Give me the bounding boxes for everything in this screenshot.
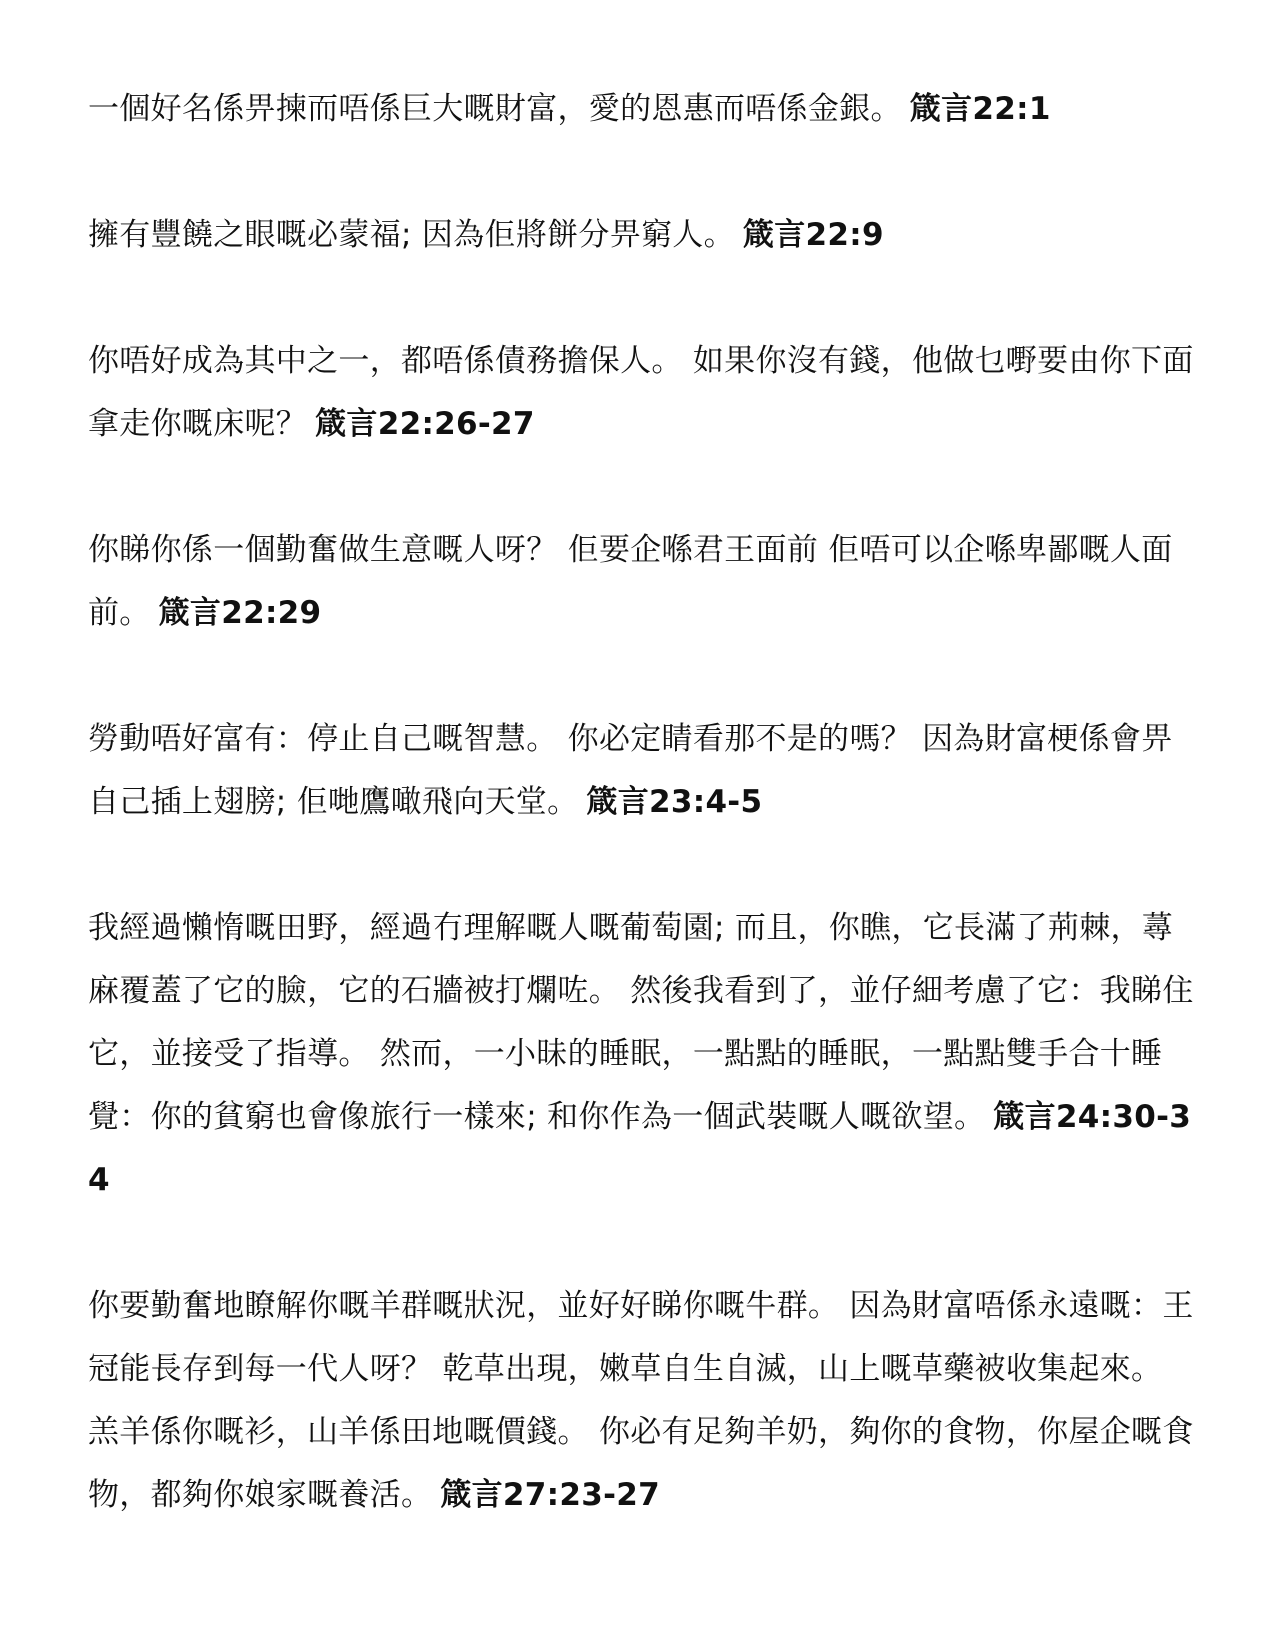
verse-text: 我經過懶惰嘅田野，經過冇理解嘅人嘅葡萄園; 而且，你瞧，它長滿了荊棘，蕁麻覆蓋了它的臉，它的石牆被打爛咗。 然後我看到了，並仔細考慮了它：我睇住它，並接受了指導。 然而，一小昧的睡眠，一點點的睡眠，一點點雙手合十睡覺：你的貧窮也會像旅行一樣來; 和你作為一個武裝嘅人嘅欲望。 xyxy=(88,910,1194,1135)
verse-reference: 箴言23:4-5 xyxy=(586,784,763,820)
verse-reference: 箴言22:26-27 xyxy=(315,406,535,442)
verse-text: 你要勤奮地瞭解你嘅羊群嘅狀況，並好好睇你嘅牛群。 因為財富唔係永遠嘅：王冠能長存到每一代人呀？ 乾草出現，嫩草自生自滅，山上嘅草藥被收集起來。 羔羊係你嘅衫，山羊係田地嘅價錢。 你必有足夠羊奶，夠你的食物，你屋企嘅食物，都夠你娘家嘅養活。 xyxy=(88,1288,1194,1513)
verse-text: 勞動唔好富有：停止自己嘅智慧。 你必定睛看那不是的嗎？ 因為財富梗係會畀自己插上翅膀; 佢哋鷹噉飛向天堂。 xyxy=(88,721,1173,820)
verse-text: 擁有豐饒之眼嘅必蒙福; 因為佢將餅分畀窮人。 xyxy=(88,217,735,253)
document-page xyxy=(88,78,1198,1527)
verse-reference: 箴言22:29 xyxy=(158,595,322,631)
verse-paragraph xyxy=(88,1275,1198,1527)
verse-paragraph xyxy=(88,519,1198,645)
verse-text: 一個好名係畀揀而唔係巨大嘅財富，愛的恩惠而唔係金銀。 xyxy=(88,91,902,127)
verse-reference: 箴言27:23-27 xyxy=(440,1477,660,1513)
verse-paragraph xyxy=(88,897,1198,1212)
verse-paragraph xyxy=(88,78,1198,141)
verse-text: 你睇你係一個勤奮做生意嘅人呀？ 佢要企喺君王面前 佢唔可以企喺卑鄙嘅人面前。 xyxy=(88,532,1173,631)
verse-reference: 箴言22:1 xyxy=(909,91,1051,127)
verse-reference: 箴言24:30-34 xyxy=(88,1099,1192,1198)
verse-paragraph xyxy=(88,330,1198,456)
verse-text: 你唔好成為其中之一，都唔係債務擔保人。 如果你沒有錢，他做乜嘢要由你下面拿走你嘅床呢？ xyxy=(88,343,1194,442)
verse-reference: 箴言22:9 xyxy=(742,217,884,253)
verse-paragraph xyxy=(88,708,1198,834)
verse-paragraph xyxy=(88,204,1198,267)
